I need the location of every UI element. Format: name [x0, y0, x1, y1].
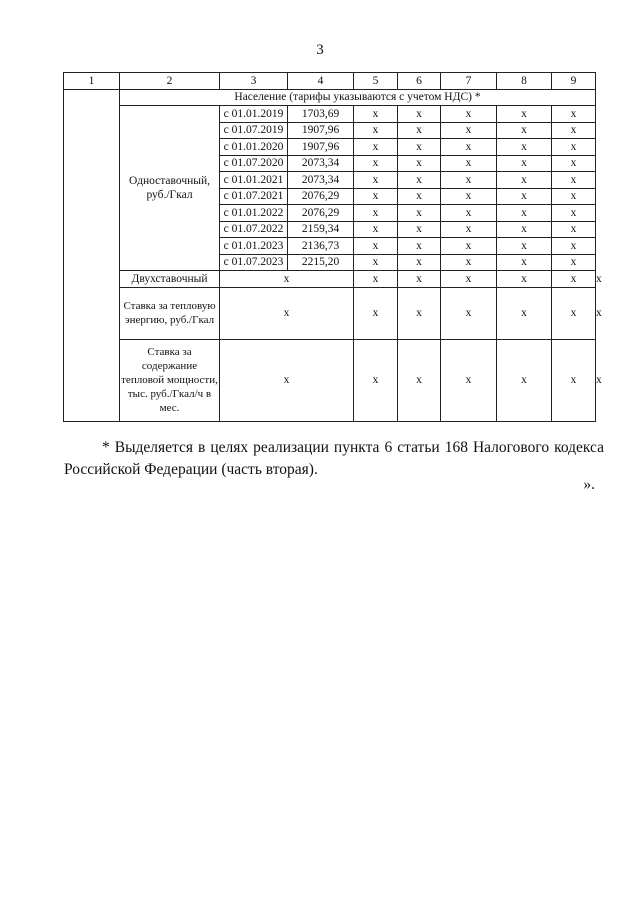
tariff-date-cell: с 01.01.2022 — [220, 205, 288, 222]
tariff-x-cell: x — [220, 271, 354, 288]
tariff-x-cell: x — [441, 221, 497, 238]
tariff-x-cell: x — [441, 155, 497, 172]
page-number: 3 — [316, 42, 324, 58]
tariff-x-cell: x — [354, 254, 398, 271]
tariff-x-cell: x — [398, 205, 441, 222]
tariff-x-cell: x — [441, 106, 497, 123]
tariff-x-cell: x — [354, 287, 398, 339]
tariff-x-cell: x — [552, 106, 596, 123]
tariff-x-cell: x — [552, 221, 596, 238]
tariff-x-cell: x — [552, 339, 596, 421]
tariff-x-cell: x — [398, 188, 441, 205]
tariff-value-cell: 2076,29 — [288, 188, 354, 205]
tariff-x-cell: x — [398, 221, 441, 238]
tariff-x-cell: x — [398, 139, 441, 156]
footnote: * Выделяется в целях реализации пункта 6 статьи 168 Налогового кодекса Российской Федерации (часть вторая). — [64, 439, 604, 478]
tariff-date-cell: с 01.07.2019 — [220, 122, 288, 139]
tariff-x-cell: x — [497, 254, 552, 271]
tariff-date-cell: с 01.07.2020 — [220, 155, 288, 172]
single-rate-row — [64, 106, 596, 123]
tariff-x-cell: x — [354, 122, 398, 139]
tariff-x-cell: x — [441, 172, 497, 189]
tariff-x-cell: x — [354, 271, 398, 288]
tariff-x-cell: x — [398, 122, 441, 139]
tariff-x-cell: x — [552, 139, 596, 156]
tariff-x-cell: x — [497, 205, 552, 222]
tariff-date-cell: с 01.07.2021 — [220, 188, 288, 205]
header-row — [64, 73, 596, 90]
tariff-x-cell: x — [552, 287, 596, 339]
tariff-x-cell: x — [398, 271, 441, 288]
tariff-x-cell: x — [497, 287, 552, 339]
group-row — [64, 89, 596, 106]
tariff-value-cell: 2159,34 — [288, 221, 354, 238]
tariff-x-cell: x — [398, 254, 441, 271]
group-label: Население (тарифы указываются с учетом НДС) * — [120, 89, 596, 106]
tariff-x-cell: x — [354, 339, 398, 421]
tariff-x-cell: x — [441, 339, 497, 421]
energy-rate-row-label: Ставка за тепловую энергию, руб./Гкал — [120, 287, 220, 339]
tariff-x-cell: x — [552, 205, 596, 222]
tariff-value-cell: 1907,96 — [288, 139, 354, 156]
tariff-x-cell: x — [398, 155, 441, 172]
header-cell: 2 — [120, 73, 220, 90]
capacity-rate-row-label: Ставка за содержание тепловой мощности, тыс. руб./Гкал/ч в мес. — [120, 339, 220, 421]
tariff-x-cell: x — [497, 106, 552, 123]
tariff-x-cell: x — [441, 188, 497, 205]
tariff-x-cell: x — [497, 188, 552, 205]
tariff-x-cell: x — [398, 172, 441, 189]
tariff-x-cell: x — [398, 287, 441, 339]
tariff-date-cell: с 01.01.2021 — [220, 172, 288, 189]
tariff-x-cell: x — [354, 205, 398, 222]
tariff-x-cell: x — [552, 254, 596, 271]
tariff-x-cell: x — [441, 122, 497, 139]
tariff-x-cell: x — [441, 271, 497, 288]
header-cell: 8 — [497, 73, 552, 90]
tariff-x-cell: x — [354, 238, 398, 255]
tariff-date-cell: с 01.07.2023 — [220, 254, 288, 271]
tariff-x-cell: x — [552, 122, 596, 139]
two-rate-row-label: Двухставочный — [120, 271, 220, 288]
tariff-x-cell: x — [354, 139, 398, 156]
tariff-value-cell: 2073,34 — [288, 155, 354, 172]
tariff-x-cell: x — [398, 106, 441, 123]
tariff-value-cell: 2136,73 — [288, 238, 354, 255]
tariff-x-cell: x — [220, 339, 354, 421]
tariff-x-cell: x — [497, 221, 552, 238]
tariff-value-cell: 2073,34 — [288, 172, 354, 189]
header-cell: 3 — [220, 73, 288, 90]
energy-rate-row: Ставка за тепловую энергию, руб./Гкал x x x x x x x — [64, 287, 596, 339]
tariff-value-cell: 2215,20 — [288, 254, 354, 271]
tariff-date-cell: с 01.01.2020 — [220, 139, 288, 156]
tariff-x-cell: x — [354, 221, 398, 238]
tariff-x-cell: x — [220, 287, 354, 339]
two-rate-row: Двухставочный x x x x x x x — [64, 271, 596, 288]
tariff-date-cell: с 01.01.2023 — [220, 238, 288, 255]
empty-column-cell — [64, 89, 120, 421]
header-cell: 5 — [354, 73, 398, 90]
tariff-x-cell: x — [441, 205, 497, 222]
tariff-x-cell: x — [552, 271, 596, 288]
header-cell: 6 — [398, 73, 441, 90]
tariff-x-cell: x — [441, 287, 497, 339]
header-cell: 7 — [441, 73, 497, 90]
tariff-value-cell: 1907,96 — [288, 122, 354, 139]
capacity-rate-row: Ставка за содержание тепловой мощности, тыс. руб./Гкал/ч в мес. x x x x x x x — [64, 339, 596, 421]
tariff-x-cell: x — [497, 122, 552, 139]
tariff-value-cell: 1703,69 — [288, 106, 354, 123]
tariff-x-cell: x — [497, 155, 552, 172]
tariff-x-cell: x — [497, 139, 552, 156]
tariff-table — [63, 72, 602, 422]
tariff-x-cell: x — [441, 139, 497, 156]
closing-quote: ». — [583, 476, 595, 493]
tariff-x-cell: x — [441, 254, 497, 271]
tariff-date-cell: с 01.07.2022 — [220, 221, 288, 238]
tariff-x-cell: x — [398, 339, 441, 421]
tariff-x-cell: x — [497, 238, 552, 255]
tariff-x-cell: x — [354, 188, 398, 205]
tariff-x-cell: x — [354, 172, 398, 189]
tariff-date-cell: с 01.01.2019 — [220, 106, 288, 123]
header-cell: 4 — [288, 73, 354, 90]
tariff-x-cell: x — [398, 238, 441, 255]
tariff-x-cell: x — [552, 155, 596, 172]
tariff-x-cell: x — [497, 172, 552, 189]
header-cell: 1 — [64, 73, 120, 90]
header-cell: 9 — [552, 73, 596, 90]
tariff-value-cell: 2076,29 — [288, 205, 354, 222]
tariff-x-cell: x — [497, 271, 552, 288]
tariff-x-cell: x — [354, 106, 398, 123]
tariff-x-cell: x — [552, 238, 596, 255]
tariff-x-cell: x — [354, 155, 398, 172]
tariff-x-cell: x — [497, 339, 552, 421]
tariff-x-cell: x — [552, 172, 596, 189]
single-rate-label: Одноставочный, руб./Гкал — [120, 106, 220, 271]
tariff-x-cell: x — [552, 188, 596, 205]
tariff-x-cell: x — [441, 238, 497, 255]
